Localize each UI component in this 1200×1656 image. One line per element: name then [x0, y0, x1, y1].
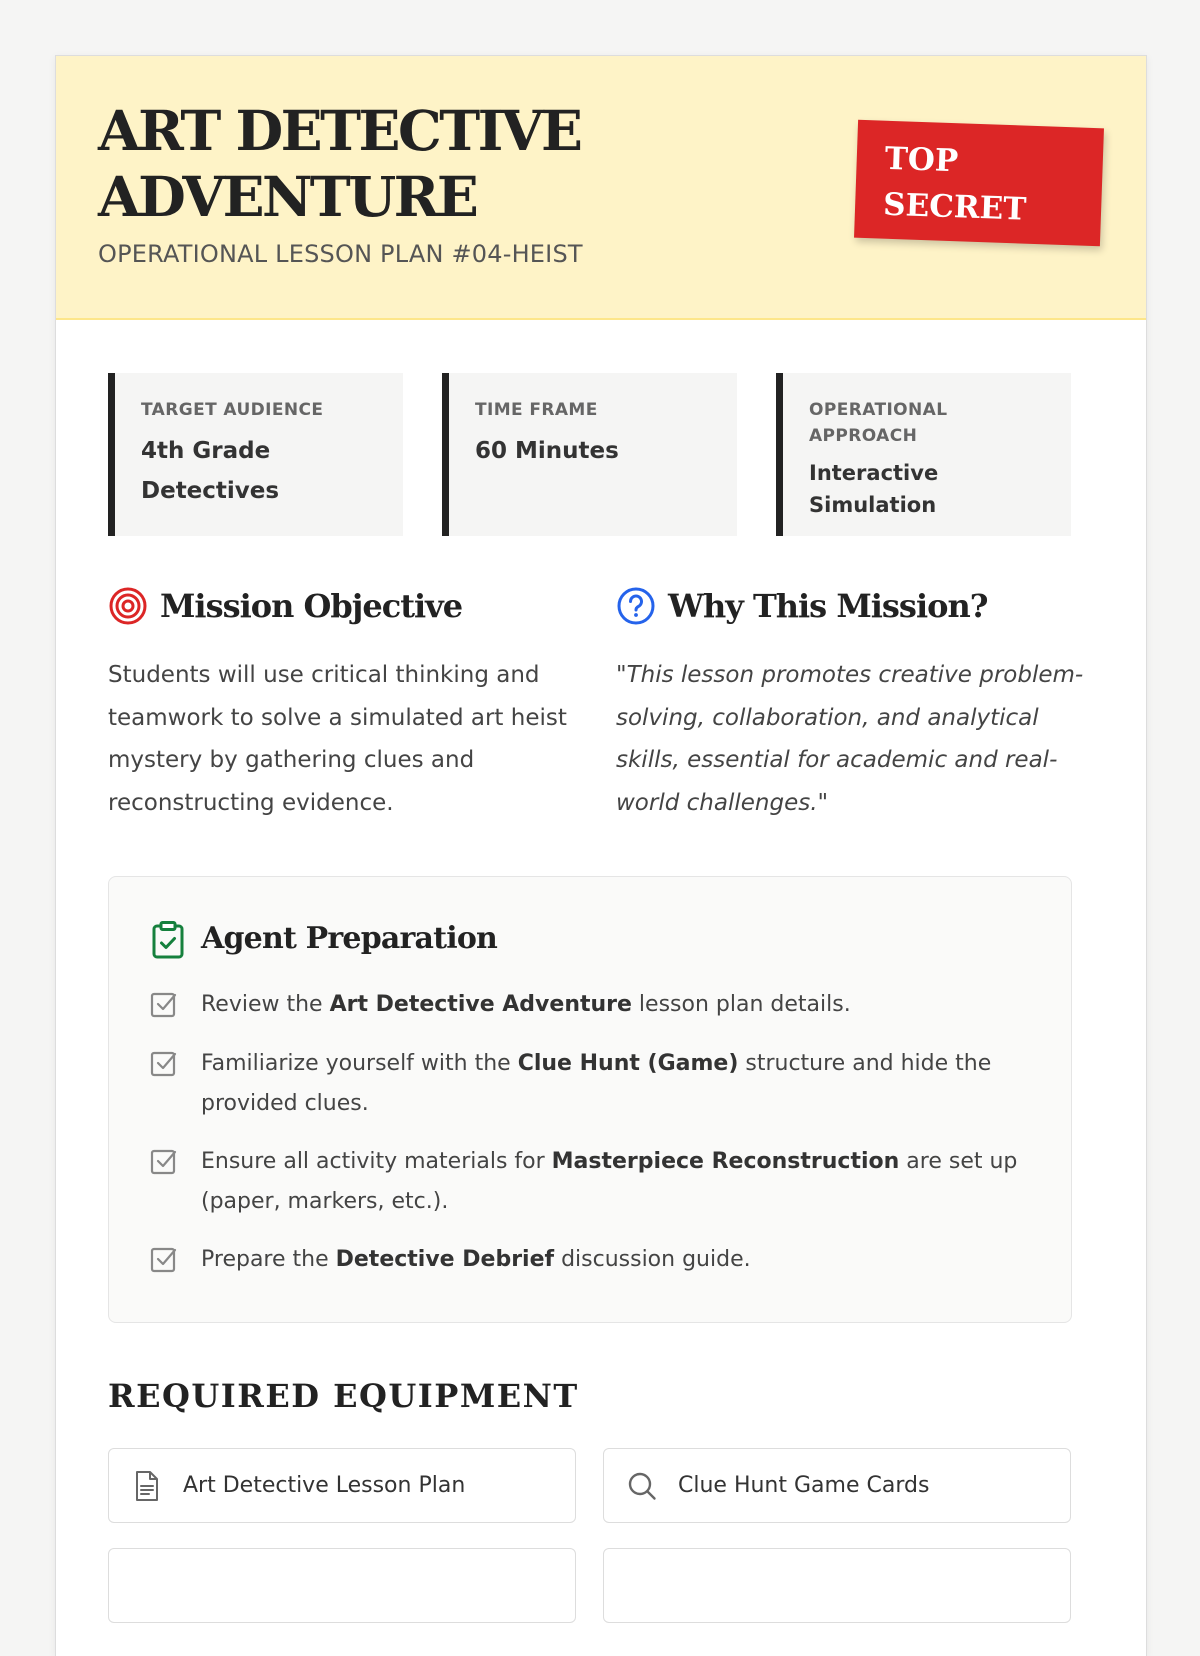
search-icon: [626, 1469, 658, 1503]
checkbox-checked-icon: [149, 1048, 179, 1078]
prep-item-text: Familiarize yourself with the Clue Hunt (Game) structure and hide the provided clues.: [201, 1051, 992, 1116]
info-value-line-1: 4th Grade: [141, 438, 271, 464]
equipment-item-clue-cards[interactable]: [603, 1448, 1071, 1523]
section-title: Why This Mission?: [668, 587, 988, 625]
document-icon: [131, 1469, 163, 1503]
info-value: [141, 431, 401, 511]
checkbox-checked-icon: [149, 1146, 179, 1176]
header: [56, 56, 1146, 320]
page-subtitle: OPERATIONAL LESSON PLAN #04-HEIST: [98, 240, 583, 268]
equipment-item-placeholder: [603, 1548, 1071, 1623]
top-secret-stamp: [854, 120, 1104, 247]
equipment-item-placeholder: [108, 1548, 576, 1623]
clipboard-check-icon: [151, 921, 185, 959]
info-value: Interactive Simulation: [809, 461, 939, 517]
required-equipment-heading: REQUIRED EQUIPMENT: [108, 1377, 579, 1415]
question-circle-icon: [616, 586, 656, 626]
section-title: Agent Preparation: [201, 921, 498, 956]
stamp-line-1: TOP: [884, 140, 959, 180]
mission-objective-text: Students will use critical thinking and teamwork to solve a simulated art heist mystery by gathering clues and reconstructing evidence.: [108, 662, 567, 816]
why-mission-text: "This lesson promotes creative problem-solving, collaboration, and analytical skills, essential for academic and real-world challenges.": [616, 662, 1084, 816]
section-title: Mission Objective: [160, 587, 463, 625]
prep-item-text: Ensure all activity materials for Masterpiece Reconstruction are set up (paper, markers, etc.).: [201, 1149, 1018, 1214]
info-value-line-2: Detectives: [141, 478, 280, 504]
equipment-item-label: Clue Hunt Game Cards: [678, 1473, 930, 1498]
info-label-line-1: OPERATIONAL: [809, 400, 948, 420]
info-label-line-2: APPROACH: [809, 426, 918, 446]
title-line-2: ADVENTURE: [98, 164, 477, 229]
info-value: 60 Minutes: [475, 438, 619, 464]
info-operational-approach: [776, 373, 1071, 536]
lesson-plan-card: [55, 55, 1147, 1656]
prep-item-text: Review the Art Detective Adventure lesson plan details.: [201, 992, 851, 1017]
info-label: [809, 397, 1059, 449]
info-time-frame: [442, 373, 737, 536]
info-target-audience: [108, 373, 403, 536]
equipment-item-label: Art Detective Lesson Plan: [183, 1473, 466, 1498]
equipment-item-lesson-plan[interactable]: [108, 1448, 576, 1523]
title-line-1: ART DETECTIVE: [98, 98, 581, 163]
page-title: [98, 98, 580, 230]
agent-preparation-panel: [108, 876, 1072, 1323]
checkbox-checked-icon: [149, 989, 179, 1019]
info-label: TARGET AUDIENCE: [141, 400, 324, 420]
prep-item-text: Prepare the Detective Debrief discussion guide.: [201, 1247, 751, 1272]
target-icon: [108, 586, 148, 626]
checkbox-checked-icon: [149, 1244, 179, 1274]
stamp-line-2: SECRET: [882, 186, 1027, 228]
info-label: TIME FRAME: [475, 400, 598, 420]
